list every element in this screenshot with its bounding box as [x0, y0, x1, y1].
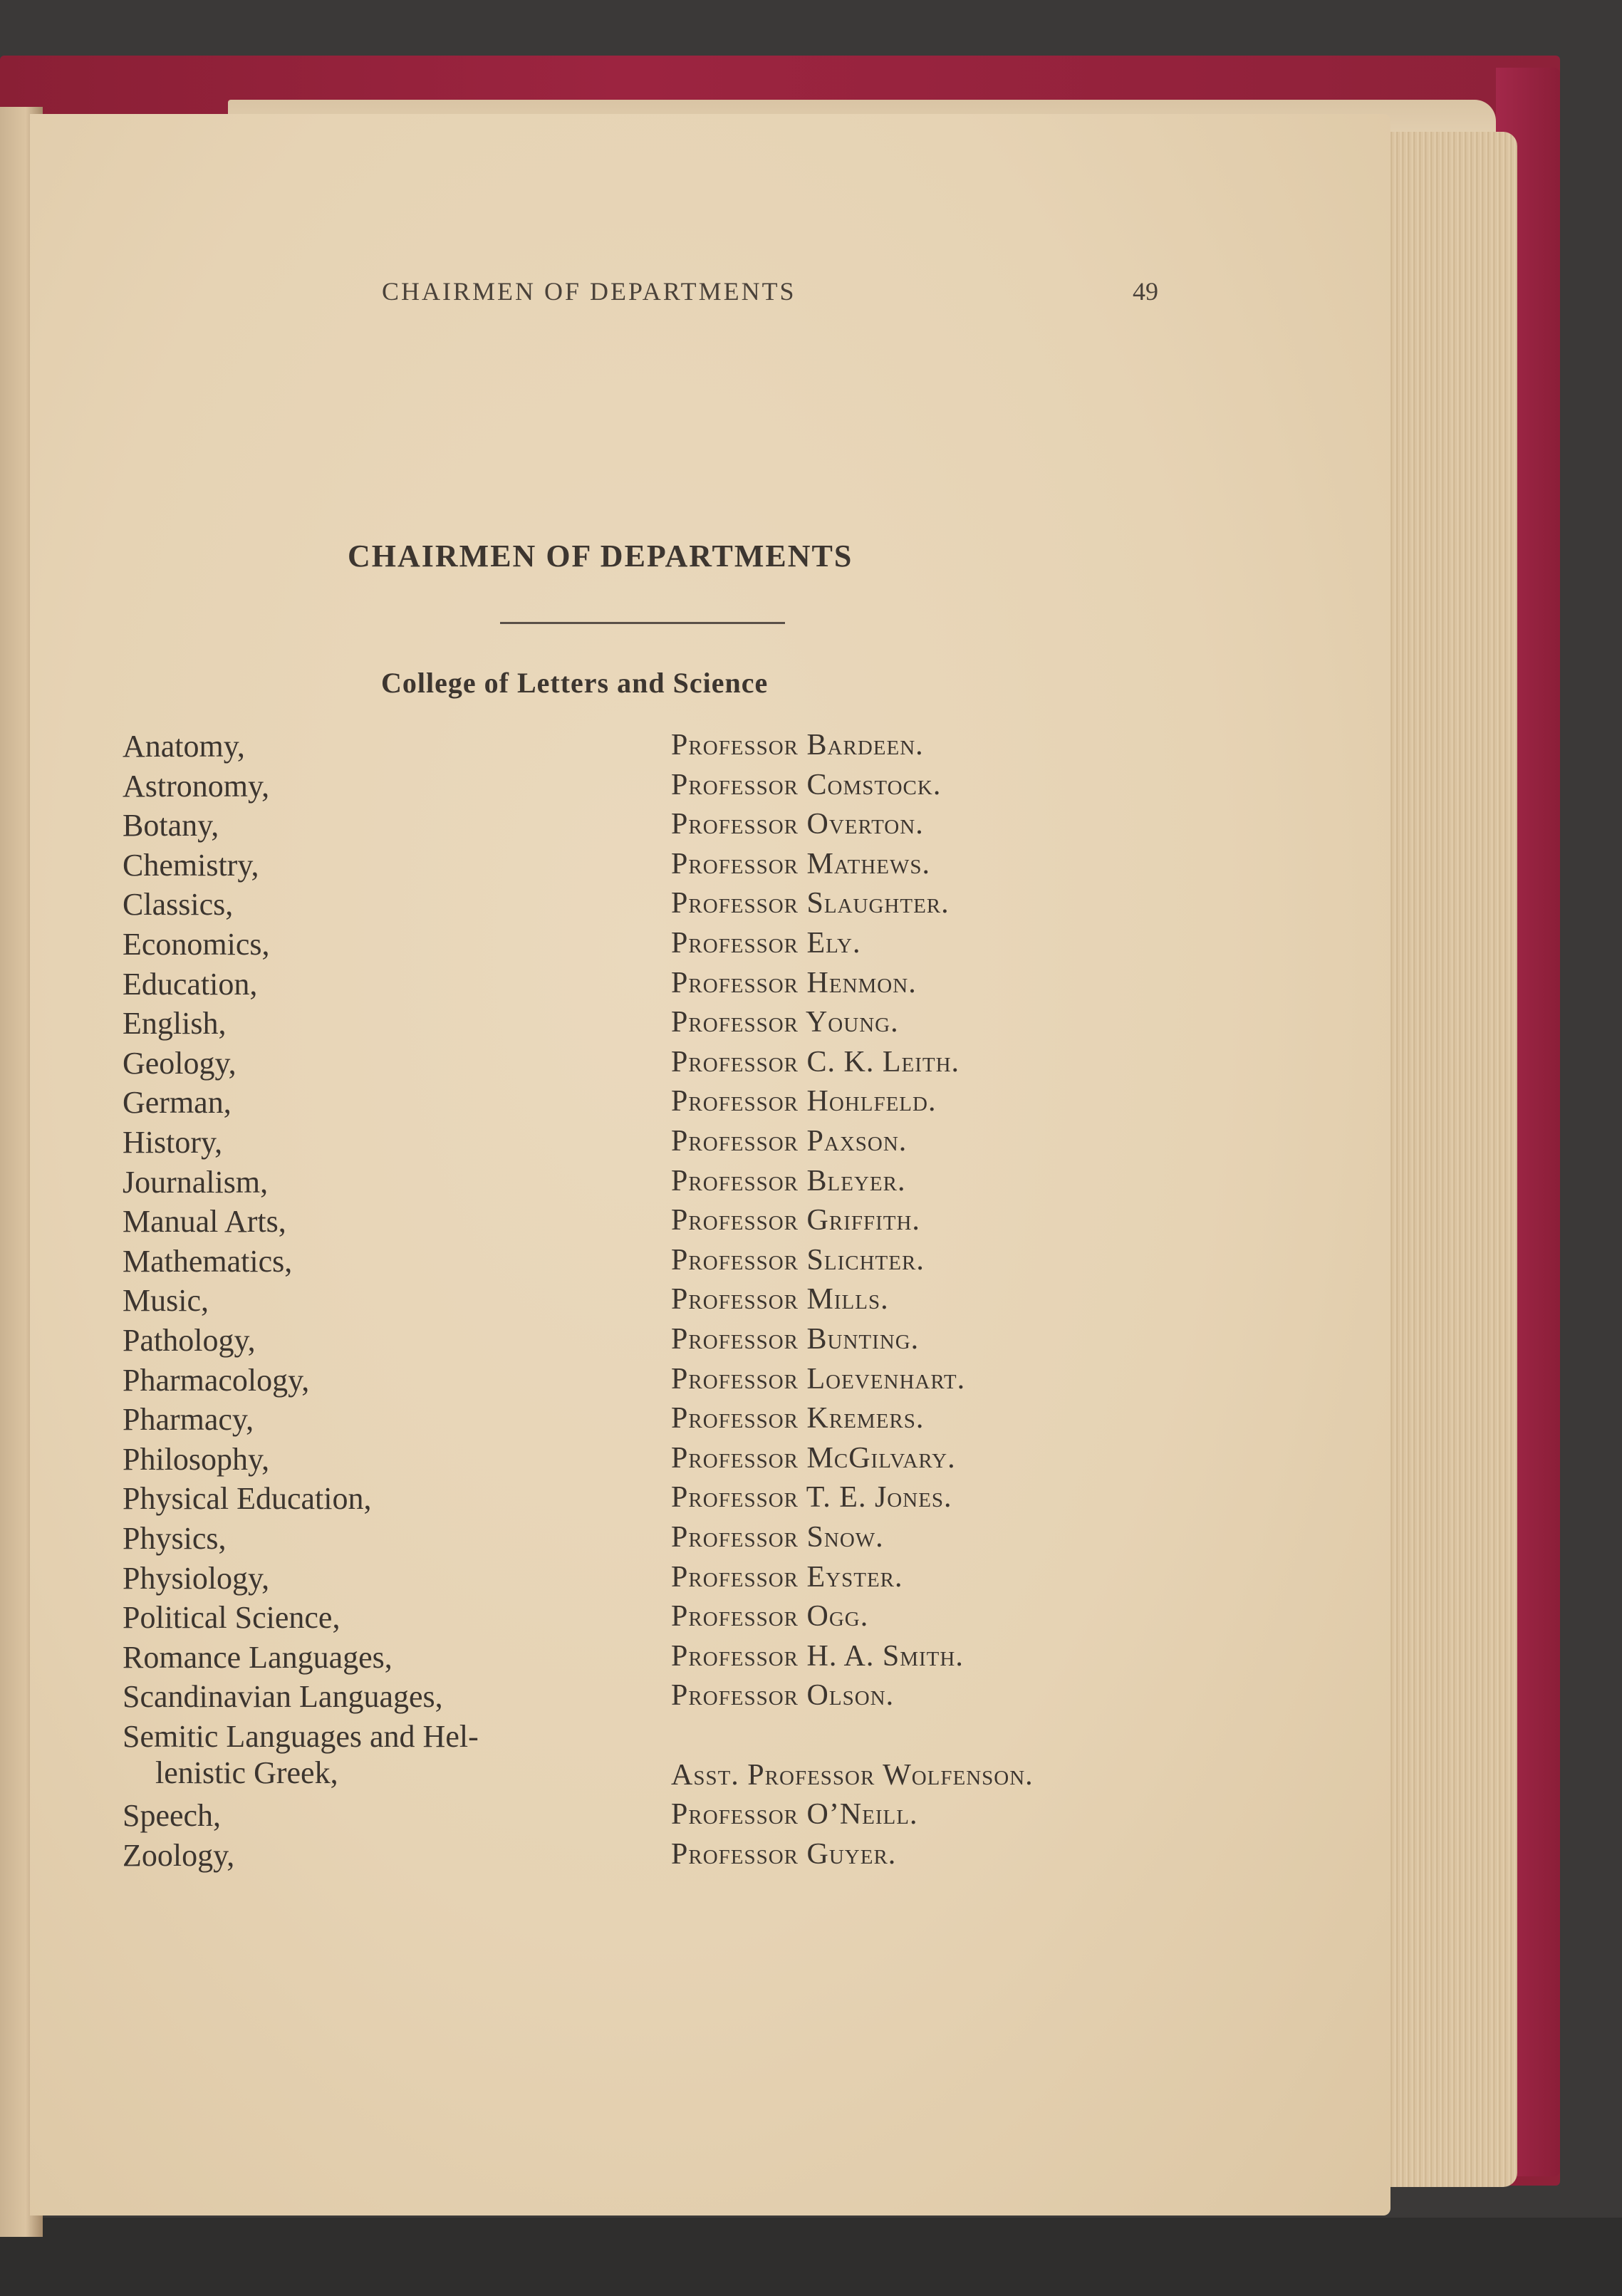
department-name: [123, 1639, 392, 1676]
department-row: [0, 1203, 1622, 1243]
department-chairman: Professor Loevenhart.: [671, 1362, 966, 1396]
department-name: [123, 966, 257, 1002]
department-chairman: Professor Guyer.: [671, 1837, 897, 1871]
department-name-text: Philosophy,: [123, 1441, 270, 1477]
department-name: [123, 886, 233, 923]
department-chairman: Professor Eyster.: [671, 1560, 903, 1594]
department-name-text: Economics,: [123, 927, 270, 962]
department-name-text: Chemistry,: [123, 847, 259, 883]
department-row: [0, 886, 1622, 926]
department-chairman: Professor Ely.: [671, 927, 861, 960]
department-row: [0, 1441, 1622, 1481]
department-name-text: Physiology,: [123, 1560, 270, 1596]
department-chairman: Professor Paxson.: [671, 1125, 908, 1158]
department-name: [123, 926, 270, 962]
department-chairman: Professor Snow.: [671, 1521, 884, 1554]
page-title: CHAIRMEN OF DEPARTMENTS: [348, 539, 853, 573]
department-chairman: Professor H. A. Smith.: [671, 1639, 964, 1673]
department-chairman: Asst. Professor Wolfenson.: [671, 1758, 1034, 1792]
department-row: [0, 1124, 1622, 1164]
department-chairman: Professor Olson.: [671, 1679, 895, 1713]
department-name: [123, 1203, 286, 1240]
department-name: [123, 1480, 372, 1517]
department-name-text: Semitic Languages and Hel-: [123, 1719, 479, 1754]
department-name-text: Anatomy,: [123, 729, 245, 764]
department-row: [0, 1164, 1622, 1204]
department-chairman: Professor Bunting.: [671, 1323, 920, 1356]
department-row: [0, 1084, 1622, 1124]
department-name-text: Zoology,: [123, 1837, 235, 1873]
department-name-text: Physics,: [123, 1521, 227, 1556]
department-name-continuation: lenistic Greek,: [155, 1755, 338, 1790]
department-name: [123, 1797, 221, 1834]
department-name: [123, 1282, 209, 1319]
section-heading: College of Letters and Science: [381, 667, 769, 699]
department-name: [123, 1045, 236, 1081]
department-name-text: Astronomy,: [123, 768, 270, 804]
department-row: [0, 1520, 1622, 1560]
department-row: [0, 1480, 1622, 1520]
department-row: [0, 1599, 1622, 1639]
department-chairman: Professor C. K. Leith.: [671, 1045, 960, 1079]
department-name-text: Classics,: [123, 887, 234, 923]
department-chairman: Professor Mills.: [671, 1283, 889, 1316]
department-row: [0, 807, 1622, 847]
department-name: [123, 1164, 268, 1200]
department-chairman: Professor Kremers.: [671, 1402, 925, 1435]
department-name-text: Journalism,: [123, 1164, 269, 1200]
department-chairman: Professor Hohlfeld.: [671, 1085, 937, 1118]
department-row: [0, 1401, 1622, 1441]
department-name-text: Music,: [123, 1283, 209, 1319]
department-name: [123, 768, 269, 804]
department-row: [0, 1797, 1622, 1837]
department-name-text: Manual Arts,: [123, 1204, 286, 1240]
department-name-text: Speech,: [123, 1798, 222, 1834]
department-row: [0, 1005, 1622, 1045]
department-chairman: Professor McGilvary.: [671, 1441, 956, 1475]
department-chairman: Professor Ogg.: [671, 1600, 869, 1633]
department-name: [123, 1441, 269, 1477]
department-name: [123, 1678, 443, 1715]
department-row: [0, 1362, 1622, 1402]
department-name-text: German,: [123, 1085, 232, 1121]
department-name-text: Education,: [123, 966, 258, 1002]
scanner-backdrop: [0, 2218, 1622, 2296]
department-row: [0, 1678, 1622, 1718]
department-chairman: Professor T. E. Jones.: [671, 1481, 952, 1515]
department-chairman: Professor Slichter.: [671, 1243, 925, 1277]
department-chairman: Professor Young.: [671, 1006, 899, 1039]
department-name: [123, 1005, 226, 1041]
department-name: [123, 807, 219, 843]
department-chairman: Professor Henmon.: [671, 966, 917, 999]
department-name-text: Political Science,: [123, 1600, 340, 1636]
department-row: [0, 1837, 1622, 1877]
department-chairman: Professor Mathews.: [671, 847, 930, 881]
department-chairman: Professor O’Neill.: [671, 1798, 918, 1832]
running-head: CHAIRMEN OF DEPARTMENTS: [382, 277, 796, 306]
department-row: [0, 728, 1622, 768]
department-name-text: History,: [123, 1125, 223, 1160]
department-name: [123, 1124, 222, 1160]
department-name-text: Pathology,: [123, 1323, 256, 1358]
department-row: [0, 768, 1622, 808]
department-name: [123, 1837, 234, 1874]
department-chairman: Professor Griffith.: [671, 1204, 920, 1237]
department-chairman: Professor Slaughter.: [671, 887, 950, 920]
department-chairman: Professor Bleyer.: [671, 1164, 906, 1198]
department-row: [0, 966, 1622, 1006]
department-row: [0, 1718, 1622, 1792]
department-name-text: Physical Education,: [123, 1481, 372, 1517]
title-rule: [500, 622, 785, 624]
department-row: [0, 926, 1622, 966]
department-name: [123, 1718, 479, 1791]
department-name-text: English,: [123, 1006, 227, 1041]
department-name-text: Botany,: [123, 808, 219, 843]
department-name: [123, 1560, 269, 1596]
department-name-text: Pharmacology,: [123, 1362, 310, 1398]
department-name: [123, 1084, 232, 1121]
department-row: [0, 1639, 1622, 1679]
department-chairman: Professor Comstock.: [671, 768, 942, 801]
department-name: [123, 1243, 292, 1279]
department-row: [0, 1322, 1622, 1362]
department-row: [0, 1282, 1622, 1322]
department-chairman: Professor Bardeen.: [671, 729, 924, 762]
department-name: [123, 1322, 256, 1359]
department-name: [123, 1362, 309, 1398]
department-name: [123, 1401, 254, 1438]
department-chairman: Professor Overton.: [671, 808, 924, 841]
department-name: [123, 1520, 226, 1557]
department-name: [123, 728, 245, 764]
department-name-text: Pharmacy,: [123, 1402, 254, 1438]
department-name-text: Mathematics,: [123, 1243, 293, 1279]
page-number: 49: [1133, 277, 1158, 306]
department-name: [123, 1599, 340, 1636]
department-row: [0, 1560, 1622, 1600]
department-name-text: Geology,: [123, 1045, 236, 1081]
department-name-text: Scandinavian Languages,: [123, 1679, 443, 1715]
department-name-text: Romance Languages,: [123, 1639, 392, 1675]
department-row: [0, 1243, 1622, 1283]
department-row: [0, 847, 1622, 887]
department-name: [123, 847, 259, 883]
department-row: [0, 1045, 1622, 1085]
